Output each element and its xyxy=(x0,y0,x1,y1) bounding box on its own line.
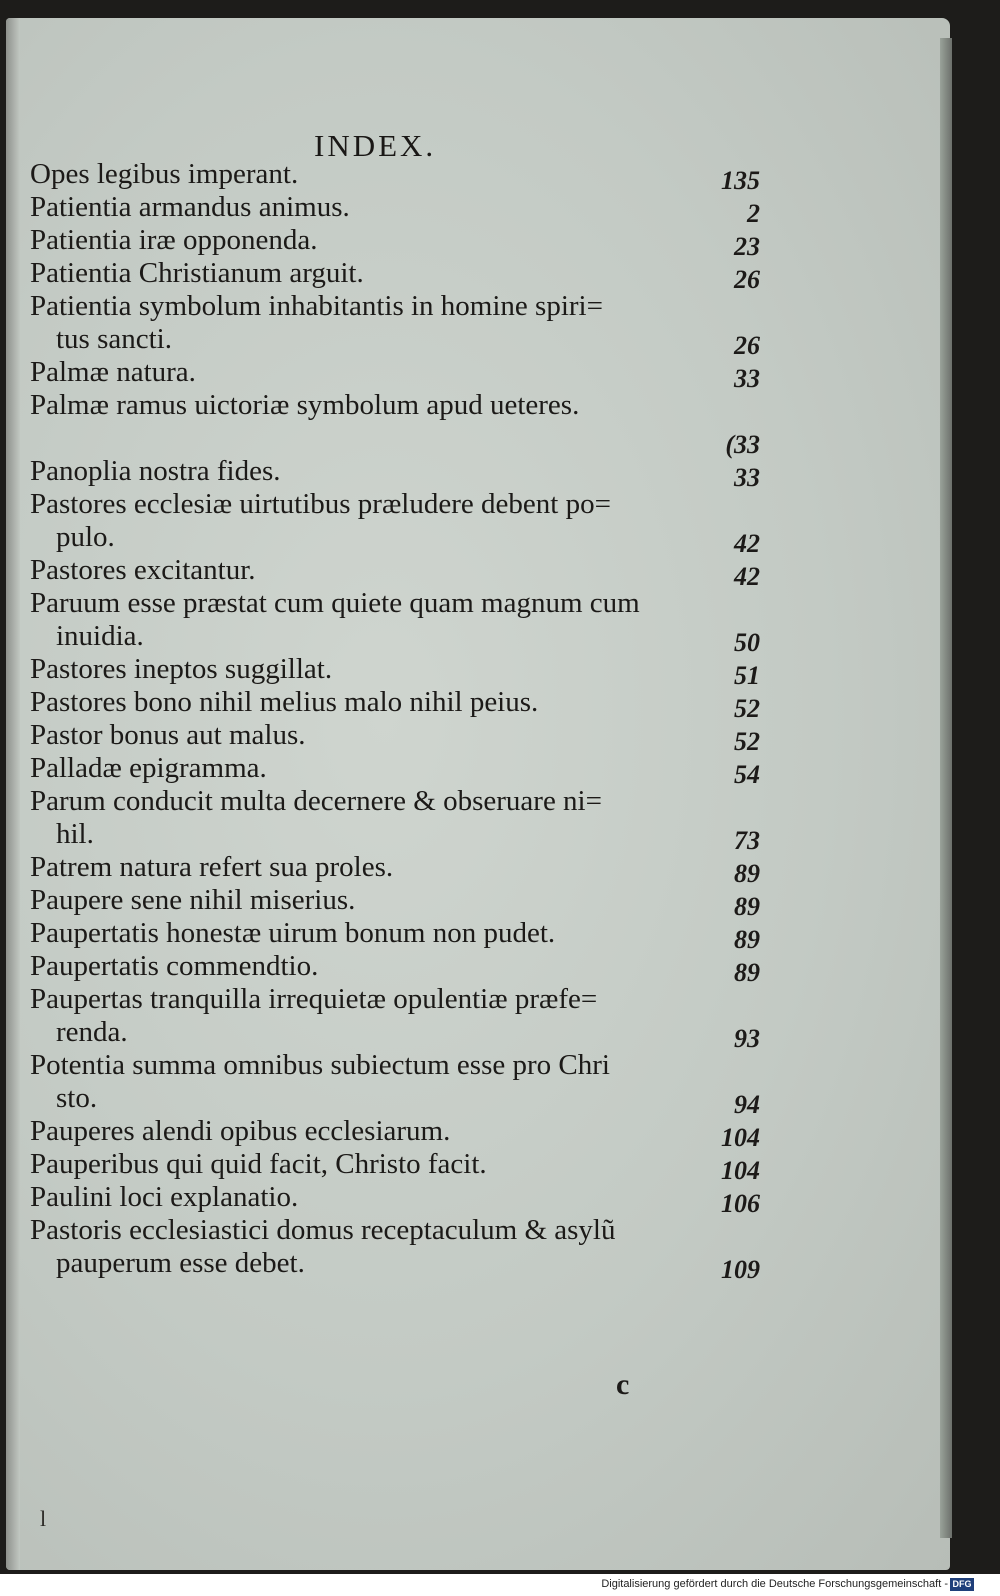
index-entry xyxy=(30,257,760,294)
index-entry xyxy=(30,785,760,855)
index-entry-page-number: 109 xyxy=(721,1255,760,1284)
index-entry-page-number: 33 xyxy=(734,364,760,393)
index-entry-heading: Palladæ epigramma. xyxy=(30,752,267,784)
index-entry xyxy=(30,290,760,360)
index-entry xyxy=(30,983,760,1053)
index-entry-page-number: 89 xyxy=(734,859,760,888)
index-entry xyxy=(30,455,760,492)
index-entry-page-number: 93 xyxy=(734,1024,760,1053)
index-entry-text xyxy=(30,1148,690,1181)
index-entry-page-number: 89 xyxy=(734,925,760,954)
index-entry xyxy=(30,851,760,888)
index-entry-page-number: 94 xyxy=(734,1090,760,1119)
index-entry-page-number: 73 xyxy=(734,826,760,855)
index-entry-text xyxy=(30,884,690,917)
index-entry xyxy=(30,1115,760,1152)
index-entry xyxy=(30,884,760,921)
index-entry-continuation: pauperum esse debet. xyxy=(56,1247,305,1279)
index-entry-text xyxy=(30,554,690,587)
index-entry xyxy=(30,950,760,987)
index-entry-page-number: 42 xyxy=(734,529,760,558)
index-entry-text xyxy=(30,389,690,455)
index-entry-continuation: hil. xyxy=(56,818,94,850)
index-entry-continuation: sto. xyxy=(56,1082,98,1114)
index-entry-text xyxy=(30,1181,690,1214)
index-entry-heading: Pastores ecclesiæ uirtutibus præludere debent po= xyxy=(30,488,611,520)
index-entry-heading: Palmæ ramus uictoriæ symbolum apud ueteres. xyxy=(30,389,580,421)
index-entry xyxy=(30,1049,760,1119)
index-entry xyxy=(30,752,760,789)
index-entry-text xyxy=(30,1049,690,1115)
index-entry-text xyxy=(30,950,690,983)
index-entry-heading: Paulini loci explanatio. xyxy=(30,1181,299,1213)
index-entry xyxy=(30,719,760,756)
index-entry xyxy=(30,191,760,228)
index-entry-text xyxy=(30,356,690,389)
index-entry-text xyxy=(30,1214,690,1280)
footer-bar xyxy=(0,1574,1000,1596)
index-entry-text xyxy=(30,686,690,719)
index-entries xyxy=(30,158,760,1284)
index-entry-text xyxy=(30,983,690,1049)
index-entry xyxy=(30,488,760,558)
index-entry-heading: Patientia symbolum inhabitantis in homine spiri= xyxy=(30,290,603,322)
index-entry-heading: Patientia armandus animus. xyxy=(30,191,350,223)
index-entry-page-number: 26 xyxy=(734,265,760,294)
index-entry-page-number: 52 xyxy=(734,727,760,756)
footer-credit: Digitalisierung gefördert durch die Deutsche Forschungsgemeinschaft - xyxy=(601,1578,948,1590)
index-entry-heading: Pastores ineptos suggillat. xyxy=(30,653,333,685)
index-entry-continuation: pulo. xyxy=(56,521,115,553)
index-entry-heading: Palmæ natura. xyxy=(30,356,196,388)
index-entry-text xyxy=(30,1115,690,1148)
index-entry-page-number: 2 xyxy=(747,199,760,228)
index-entry-text xyxy=(30,851,690,884)
index-entry-page-number: 106 xyxy=(721,1189,760,1218)
index-entry-page-number: 135 xyxy=(721,166,760,195)
index-entry-heading: Opes legibus imperant. xyxy=(30,158,299,190)
index-entry-heading: Patientia Christianum arguit. xyxy=(30,257,364,289)
index-entry-heading: Pauperes alendi opibus ecclesiarum. xyxy=(30,1115,451,1147)
index-entry-text xyxy=(30,191,690,224)
index-entry xyxy=(30,587,760,657)
index-entry-page-number: 54 xyxy=(734,760,760,789)
index-entry xyxy=(30,686,760,723)
index-entry-page-number: 51 xyxy=(734,661,760,690)
index-entry xyxy=(30,554,760,591)
index-entry-page-number: 89 xyxy=(734,958,760,987)
index-entry xyxy=(30,224,760,261)
index-entry-text xyxy=(30,290,690,356)
index-entry-text xyxy=(30,224,690,257)
margin-mark: l xyxy=(40,1506,47,1531)
index-entry xyxy=(30,356,760,393)
index-entry-heading: Parum conducit multa decernere & obseruare ni= xyxy=(30,785,602,817)
index-entry-heading: Pastor bonus aut malus. xyxy=(30,719,306,751)
index-entry-heading: Patientia iræ opponenda. xyxy=(30,224,318,256)
index-entry-text xyxy=(30,158,690,191)
index-entry xyxy=(30,158,760,195)
index-entry-text xyxy=(30,785,690,851)
index-entry-text xyxy=(30,719,690,752)
dfg-logo: DFG xyxy=(950,1578,974,1591)
index-entry-heading: Patrem natura refert sua proles. xyxy=(30,851,394,883)
index-entry-heading: Pastores bono nihil melius malo nihil peius. xyxy=(30,686,539,718)
index-entry-page-number: 50 xyxy=(734,628,760,657)
index-entry-continuation: renda. xyxy=(56,1016,128,1048)
index-entry xyxy=(30,1181,760,1218)
index-entry-text xyxy=(30,455,690,488)
index-entry-page-number: 89 xyxy=(734,892,760,921)
index-entry-page-number: 26 xyxy=(734,331,760,360)
index-entry-heading: Potentia summa omnibus subiectum esse pro Chri xyxy=(30,1049,610,1081)
index-entry-page-number: 33 xyxy=(734,463,760,492)
index-entry-text xyxy=(30,917,690,950)
index-entry-heading: Panoplia nostra fides. xyxy=(30,455,281,487)
page-title: INDEX. xyxy=(314,128,437,163)
index-entry-continuation: tus sancti. xyxy=(56,323,172,355)
book-page xyxy=(6,18,950,1570)
index-entry-page-number: 52 xyxy=(734,694,760,723)
page-spine-shadow xyxy=(6,18,20,1570)
index-entry-heading: Pastoris ecclesiastici domus receptaculum & asylũ xyxy=(30,1214,616,1246)
index-entry-heading: Paupertatis honestæ uirum bonum non pudet. xyxy=(30,917,556,949)
index-entry-page-number: 104 xyxy=(721,1156,760,1185)
index-entry xyxy=(30,653,760,690)
index-entry-heading: Paruum esse præstat cum quiete quam magnum cum xyxy=(30,587,640,619)
index-entry-page-number: 42 xyxy=(734,562,760,591)
index-entry-text xyxy=(30,587,690,653)
page-edge xyxy=(940,38,952,1538)
index-entry-page-number: 23 xyxy=(734,232,760,261)
index-entry xyxy=(30,917,760,954)
index-entry xyxy=(30,1148,760,1185)
index-entry-text xyxy=(30,752,690,785)
index-entry-heading: Paupertatis commendtio. xyxy=(30,950,319,982)
index-entry-heading: Paupertas tranquilla irrequietæ opulentiæ præfe= xyxy=(30,983,598,1015)
index-entry-text xyxy=(30,257,690,290)
index-entry xyxy=(30,1214,760,1284)
index-entry-page-number: 104 xyxy=(721,1123,760,1152)
index-entry-text xyxy=(30,653,690,686)
index-entry-continuation: inuidia. xyxy=(56,620,144,652)
index-entry-page-number: (33 xyxy=(725,430,760,459)
index-entry-text xyxy=(30,488,690,554)
index-entry-heading: Paupere sene nihil miserius. xyxy=(30,884,356,916)
signature-mark: c xyxy=(616,1368,630,1401)
index-entry-heading: Pastores excitantur. xyxy=(30,554,256,586)
index-entry xyxy=(30,389,760,459)
index-entry-continuation xyxy=(30,422,680,455)
index-entry-heading: Pauperibus qui quid facit, Christo facit. xyxy=(30,1148,487,1180)
